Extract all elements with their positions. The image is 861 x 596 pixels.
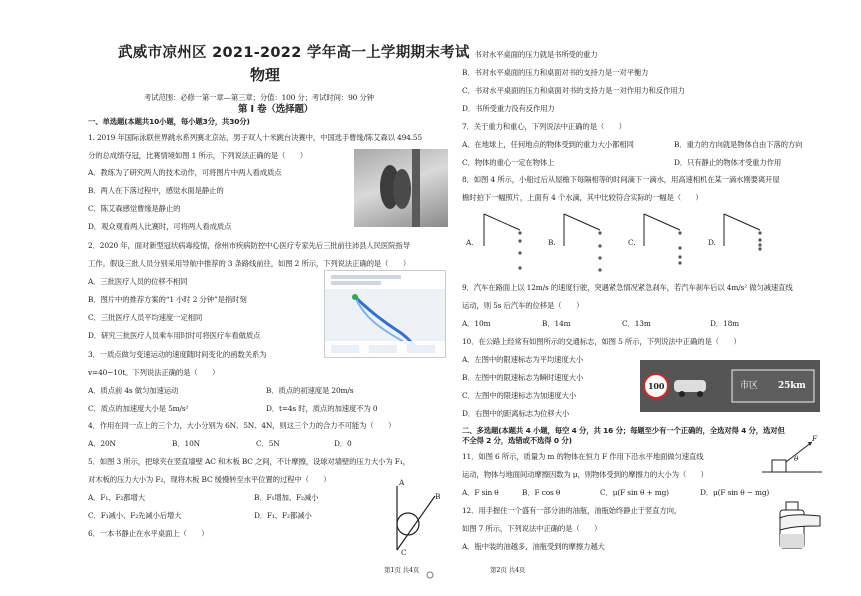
page-footer-right: 第2页 共4页: [490, 566, 526, 574]
q7-option-a: A．在地球上，任何地点的物体受到的重力大小都相同: [462, 140, 634, 149]
q6-option-b: B．书对水平桌面的压力和桌面对书的支持力是一对平衡力: [462, 68, 649, 77]
q8-option-d: D.: [708, 238, 716, 247]
q5-line2: 对木板的压力大小为 F₂，现将木板 BC 缓慢转至水平位置的过程中（ ）: [88, 475, 331, 484]
q11-option-c: C．μ(F sin θ + mg): [600, 488, 669, 497]
divers-silhouette-icon: [354, 149, 448, 227]
ball-between-boards-icon: [383, 478, 445, 558]
q10-option-a: A．左图中的限速标志为平均速度大小: [462, 355, 584, 364]
q3-option-a: A．质点前 4s 做匀加速运动: [88, 386, 179, 395]
q3-option-d: D．t=4s 时，质点的加速度不为 0: [266, 404, 378, 413]
fig6-force-label: F: [812, 434, 817, 443]
q5-option-c: C．F₁减小、F₂先减小后增大: [88, 511, 182, 520]
fig3-label-b: B: [435, 492, 441, 501]
q8-option-b: B.: [548, 238, 556, 247]
q2-option-b: B．图片中的推荐方案的“1 小时 2 分钟”是指时刻: [88, 295, 247, 304]
q10-option-b: B．左图中的限速标志为瞬时速度大小: [462, 373, 584, 382]
q5-option-d: D．F₁、F₂都减小: [254, 511, 312, 520]
q5-option-a: A．F₁、F₂都增大: [88, 493, 145, 502]
q4-option-c: C．5N: [256, 439, 280, 448]
sign-speed-value: 100: [648, 381, 665, 391]
q2-option-d: D．研究三批医疗人员乘车用时时可将医疗车看做质点: [88, 331, 261, 340]
figure-7-oil-bottle: [768, 496, 824, 552]
q6-option-a: A．书对水平桌面的压力就是书所受的重力: [462, 50, 598, 59]
fig6-angle-label: θ: [794, 454, 799, 463]
q3-option-b: B．质点的初速度是 20m/s: [266, 386, 354, 395]
q2-line1: 2．2020 年，面对新型冠状病毒疫情，徐州市疾病防控中心医疗专家先后三批前往沛县人民医院指导: [88, 241, 410, 250]
q9-option-a: A．10m: [462, 319, 491, 328]
q10-option-c: C．左图中的限速标志为加速度大小: [462, 391, 577, 400]
exam-scope: 考试范围：必修一第一章—第三章；分值：100 分；考试时间：90 分钟: [144, 93, 374, 102]
q3-line2: v=40−10t。下列说法正确的是（ ）: [88, 368, 220, 377]
q10-option-d: D．右图中的距离标志为位移大小: [462, 409, 570, 418]
center-hole-icon: [425, 565, 435, 584]
q11-line2: 运动，物体与地面间动摩擦因数为 μ，则物体受到的摩擦力的大小为（ ）: [462, 470, 708, 479]
q7-option-c: C．物体的重心一定在物体上: [462, 158, 555, 167]
page-footer-left: 第1页 共4页: [384, 566, 420, 574]
q3-option-c: C．质点的加速度大小是 5m/s²: [88, 404, 189, 413]
q6-option-c: C．书对水平桌面的压力和桌面对书的支持力是一对作用力和反作用力: [462, 86, 685, 95]
q1-line1: 1. 2019 年国际泳联世界跳水系列赛北京站，男子双人十米跳台决赛中，中国选手曹缘/陈艾森以 494.55: [88, 133, 423, 142]
q2-option-c: C．三批医疗人员平均速度一定相同: [88, 313, 203, 322]
figure-1-diving-photo: [354, 149, 448, 227]
q12-line2: 如图 7 所示，下列说法中正确的是（ ）: [462, 524, 602, 533]
q4-option-b: B．10N: [172, 439, 200, 448]
q9-option-c: C．13m: [622, 319, 651, 328]
q1-line2: 分的总成绩夺冠，比赛情境如图 1 所示，下列说法正确的是（ ）: [88, 151, 307, 160]
sign-distance-value: 25km: [778, 381, 806, 391]
q8-line2: 檐时拍下一幅照片，上面有 4 个水滴，其中比较符合实际的一幅是（ ）: [462, 193, 703, 202]
sign-city-label: 市区: [740, 381, 758, 391]
q2-line2: 工作。假设三批人员分别采用导航中推荐的 3 条路线前往，如图 2 所示，下列说法正确的是（ ）: [88, 259, 411, 268]
q4-option-a: A．20N: [88, 439, 116, 448]
page-title: 武威市凉州区 2021-2022 学年高一上学期期末考试: [118, 45, 470, 61]
section-2-heading-line2: 不全得 2 分，选错或不选得 0 分): [462, 436, 572, 445]
figure-6-block-force: [762, 434, 822, 480]
q11-option-b: B．F cos θ: [522, 488, 561, 497]
q6-stem: 6．一本书静止在水平桌面上（ ）: [88, 529, 209, 538]
q11-line1: 11．如图 6 所示，质量为 m 的物体在恒力 F 作用下沿水平地面做匀速直线: [462, 452, 704, 461]
q7-option-d: D．只有静止的物体才受重力作用: [674, 158, 782, 167]
q4-option-d: D．0: [334, 439, 352, 448]
q11-option-a: A．F sin θ: [462, 488, 499, 497]
volume-1-title: 第 I 卷（选择题）: [238, 104, 314, 115]
q9-line1: 9．汽车在路面上以 12m/s 的速度行驶，突遇紧急情况紧急刹车，若汽车刹车后以 4m/s² 做匀减速直线: [462, 283, 793, 292]
drops-diagrams-icon: [462, 208, 834, 278]
q6-option-d: D．书所受重力没有反作用力: [462, 104, 555, 113]
figure-5-traffic-signs: [640, 360, 820, 412]
figure-2-navigation-map: [324, 270, 446, 358]
q1-option-a: A．教练为了研究两人的技术动作，可将图片中两人看成质点: [88, 168, 282, 177]
q11-option-d: D．μ(F sin θ − mg): [700, 488, 770, 497]
fig3-label-c: C: [401, 548, 407, 557]
hand-holding-bottle-icon: [768, 496, 824, 552]
q9-line2: 运动，则 5s 后汽车的位移是（ ）: [462, 301, 584, 310]
q3-line1: 3．一质点做匀变速运动的速度随时间变化的函数关系为: [88, 350, 267, 359]
subject-title: 物理: [250, 66, 280, 84]
q4-stem: 4．作用在同一点上的三个力，大小分别为 6N、5N、4N，则这三个力的合力不可能为（ ）: [88, 421, 396, 430]
q8-line1: 8．如图 4 所示，小船过后从屋檐下每隔相等的时间滴下一滴水，用高速相机在某一滴水刚要离开屋: [462, 175, 780, 184]
q8-option-a: A.: [466, 238, 474, 247]
q8-option-c: C.: [628, 238, 636, 247]
q1-option-d: D．观众观看两人比赛时，可将两人看成质点: [88, 222, 232, 231]
q9-option-d: D．18m: [710, 319, 739, 328]
section-2-heading-line1: 二、多选题(本题共 4 小题，每空 4 分，共 16 分；每题至少有一个正确的，全选对得 4 分，选对但: [462, 426, 785, 435]
q7-option-b: B．重力的方向就是物体自由下落的方向: [674, 140, 803, 149]
q12-option-a: A．瓶中装的油越多，油瓶受到的摩擦力越大: [462, 542, 605, 551]
q5-option-b: B．F₁增加、F₂减小: [254, 493, 319, 502]
q10-stem: 10．在公路上经常有如图所示的交通标志，如图 5 所示，下列说法中正确的是（ ）: [462, 337, 741, 346]
q2-option-a: A．三批医疗人员的位移不相同: [88, 277, 188, 286]
figure-3-ball-wall: [383, 478, 445, 558]
q7-stem: 7．关于重力和重心，下列说法中正确的是（ ）: [462, 122, 626, 131]
fig3-label-a: A: [399, 478, 405, 487]
section-1-heading: 一、单选题(本题共10小题，每小题3分，共30分): [88, 117, 250, 126]
q1-option-b: B．两人在下落过程中，感觉水面是静止的: [88, 186, 224, 195]
q9-option-b: B．14m: [542, 319, 571, 328]
q12-line1: 12．用手握住一个盛有一部分油的油瓶，油瓶始终静止于竖直方向，: [462, 506, 682, 515]
q5-line1: 5．如图 3 所示，把球夹在竖直墙壁 AC 和木板 BC 之间，不计摩擦，设球对墙壁的压力大小为 F₁，: [88, 457, 410, 466]
figure-4-water-drops: [462, 208, 834, 278]
q1-option-c: C．陈艾森感觉曹缘是静止的: [88, 204, 181, 213]
route-map-icon: [325, 271, 445, 357]
